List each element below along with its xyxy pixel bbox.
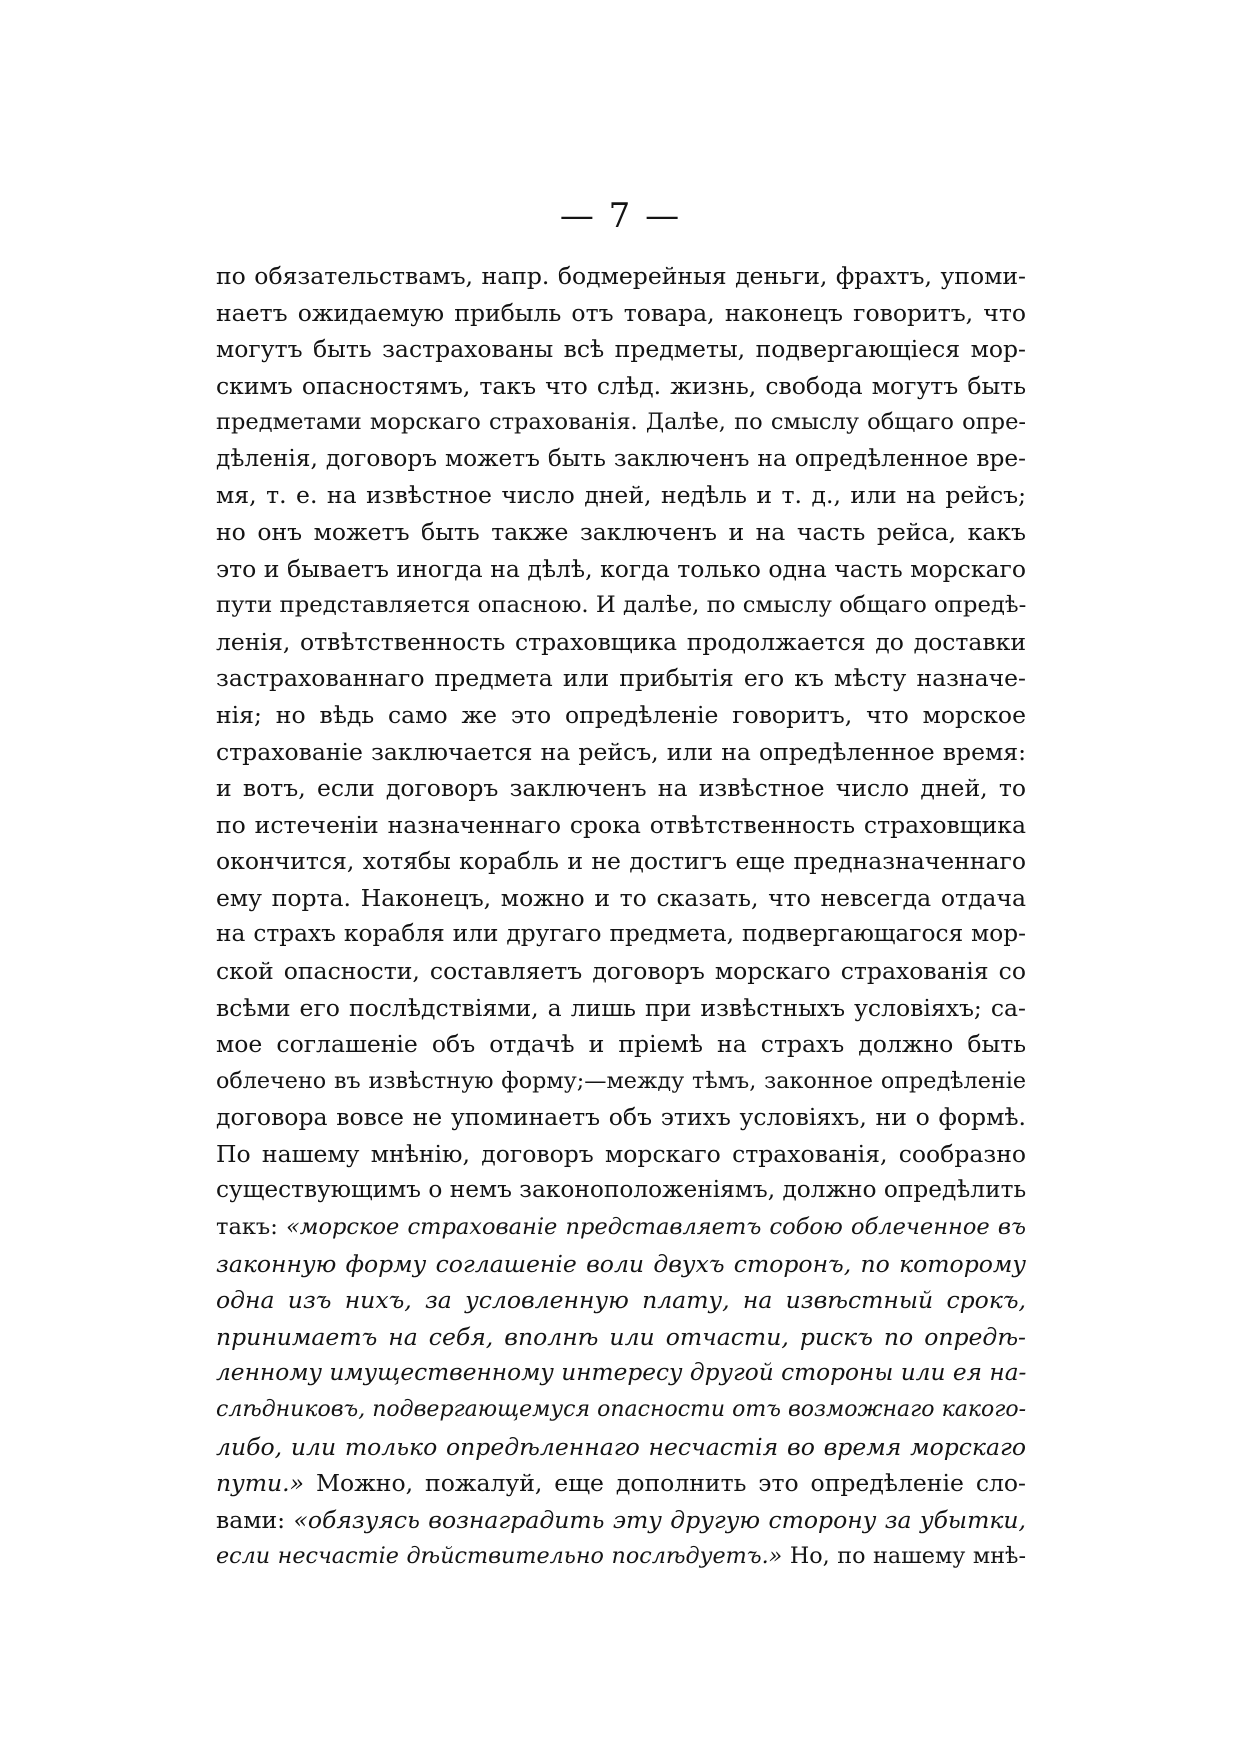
text-line: всѣми его послѣдствіями, а лишь при извѣстныхъ условіяхъ; са- bbox=[216, 993, 1026, 1022]
text-line: нія; но вѣдь само же это опредѣленіе говоритъ, что морское bbox=[216, 700, 1026, 729]
text-line bbox=[216, 1465, 1026, 1502]
quoted-definition: пути.» bbox=[216, 1469, 305, 1498]
text-line: существующимъ о немъ законоположеніямъ, должно опредѣлить bbox=[216, 1176, 1027, 1204]
body-text bbox=[216, 258, 1026, 1575]
text-run: Но, по нашему мнѣ- bbox=[782, 1543, 1026, 1570]
quoted-definition-line: одна изъ нихъ, за условленную плату, на извѣстный срокъ, bbox=[216, 1286, 1026, 1315]
quoted-definition: «морское страхованіе представляетъ собою облеченное въ bbox=[286, 1214, 1026, 1241]
text-line: ему порта. Наконецъ, можно и то сказать, что невсегда отдача bbox=[216, 883, 1026, 912]
text-line: ской опасности, составляетъ договоръ морскаго страхованія со bbox=[216, 956, 1026, 985]
text-line: ленія, отвѣтственность страховщика продолжается до доставки bbox=[216, 627, 1026, 656]
quoted-addition: «обязуясь вознаградить эту другую сторону за убытки, bbox=[293, 1505, 1026, 1534]
text-line: по истеченіи назначеннаго срока отвѣтственность страховщика bbox=[216, 810, 1026, 839]
quoted-definition-line: слѣдниковъ, подвергающемуся опасности отъ возможнаго какого- bbox=[216, 1396, 1026, 1422]
quoted-definition-line: либо, или только опредѣленнаго несчастія во время морскаго bbox=[216, 1432, 1026, 1461]
quoted-definition-line: ленному имущественному интересу другой стороны или ея на- bbox=[216, 1359, 1027, 1387]
text-line: это и бываетъ иногда на дѣлѣ, когда только одна часть морскаго bbox=[216, 554, 1026, 583]
text-line: предметами морскаго страхованія. Далѣе, по смыслу общаго опре- bbox=[216, 409, 1026, 436]
text-line: скимъ опасностямъ, такъ что слѣд. жизнь, свобода могутъ быть bbox=[216, 371, 1026, 400]
text-run: вами: bbox=[216, 1505, 294, 1534]
quoted-definition-line: законную форму соглашеніе воли двухъ сторонъ, по которому bbox=[216, 1249, 1026, 1278]
text-line: на страхъ корабля или другаго предмета, подвергающагося мор- bbox=[216, 920, 1026, 948]
text-line: По нашему мнѣнію, договоръ морскаго страхованія, сообразно bbox=[216, 1139, 1026, 1168]
text-line: страхованіе заключается на рейсъ, или на опредѣленное время: bbox=[216, 737, 1026, 766]
text-run: Можно, пожалуй, еще дополнить это опредѣленіе сло- bbox=[304, 1469, 1026, 1498]
text-line: окончится, хотябы корабль и не достигъ еще предназначеннаго bbox=[216, 847, 1026, 876]
text-line bbox=[216, 1209, 1026, 1246]
text-line: мя, т. е. на извѣстное число дней, недѣль и т. д., или на рейсъ; bbox=[216, 481, 1026, 510]
text-line: наетъ ожидаемую прибыль отъ товара, наконецъ говоритъ, что bbox=[216, 298, 1026, 327]
text-line: но онъ можетъ быть также заключенъ и на часть рейса, какъ bbox=[216, 518, 1026, 547]
text-line: по обязательствамъ, напр. бодмерейныя деньги, фрахтъ, упоми- bbox=[216, 262, 1026, 290]
text-line: могутъ быть застрахованы всѣ предметы, подвергающіеся мор- bbox=[216, 335, 1026, 364]
text-line: облечено въ извѣстную форму;—между тѣмъ, законное опредѣленіе bbox=[216, 1067, 1026, 1094]
text-line: договора вовсе не упоминаетъ объ этихъ условіяхъ, ни о формѣ. bbox=[216, 1103, 1026, 1132]
text-line: дѣленія, договоръ можетъ быть заключенъ на опредѣленное вре- bbox=[216, 444, 1026, 472]
text-line: пути представляется опасною. И далѣе, по смыслу общаго опредѣ- bbox=[216, 592, 1027, 619]
quoted-addition: если несчастіе дѣйствительно послѣдуетъ.» bbox=[216, 1543, 783, 1570]
text-run: такъ: bbox=[216, 1214, 287, 1241]
quoted-definition-line: принимаетъ на себя, вполнѣ или отчасти, рискъ по опредѣ- bbox=[216, 1322, 1026, 1351]
text-line: застрахованнаго предмета или прибытія его къ мѣсту назначе- bbox=[216, 664, 1026, 693]
text-line bbox=[216, 1502, 1026, 1539]
page-number: — 7 — bbox=[559, 196, 682, 236]
text-line bbox=[216, 1538, 1026, 1575]
text-line: мое соглашеніе объ отдачѣ и пріемѣ на страхъ должно быть bbox=[216, 1030, 1026, 1059]
text-line: и вотъ, если договоръ заключенъ на извѣстное число дней, то bbox=[216, 774, 1026, 803]
